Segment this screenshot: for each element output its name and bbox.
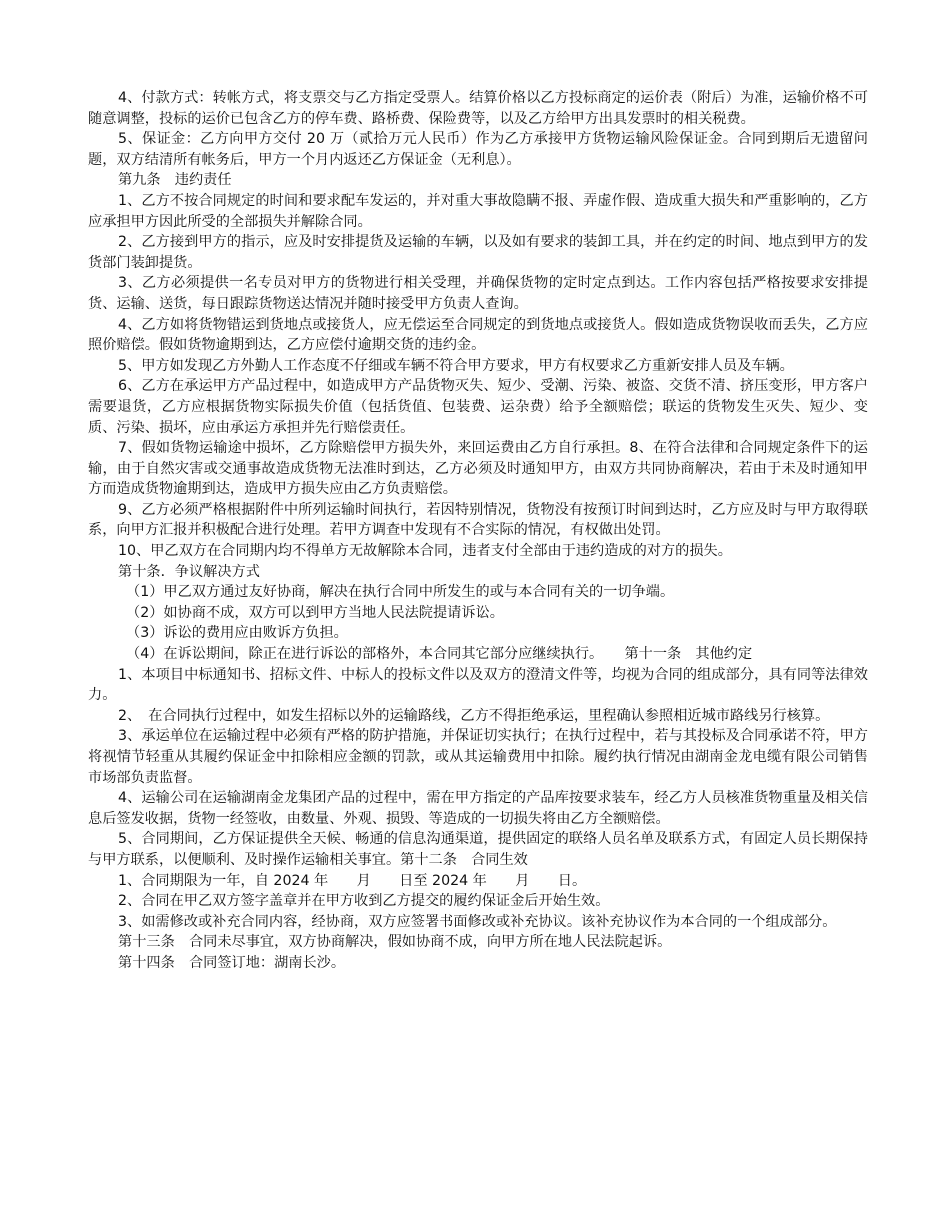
paragraph: 3、乙方必须提供一名专员对甲方的货物进行相关受理，并确保货物的定时定点到达。工作内容包括严格按要求安排提货、运输、送货，每日跟踪货物送达情况并随时接受甲方负责人查询。 [88,275,868,312]
paragraph: 1、本项目中标通知书、招标文件、中标人的投标文件以及双方的澄清文件等，均视为合同的组成部分，具有同等法律效力。 [88,666,868,704]
paragraph: 6、乙方在承运甲方产品过程中，如造成甲方产品货物灭失、短少、受潮、污染、被盗、交货不清、挤压变形，甲方客户需要退货，乙方应根据货物实际损失价值（包括货值、包装费、运杂费）给予全额赔偿；联运的货物发生灭失、短少、变质、污染、损坏，应由承运方承担并先行赔偿责任。 [88,378,868,436]
paragraph: 7、假如货物运输途中损坏，乙方除赔偿甲方损失外，来回运费由乙方自行承担。8、在符合法律和合同规定条件下的运输，由于自然灾害或交通事故造成货物无法准时到达，乙方必须及时通知甲方，由双方共同协商解决，若由于未及时通知甲方而造成货物逾期到达，造成甲方损失应由乙方负责赔偿。 [88,440,868,498]
paragraph: 2、乙方接到甲方的指示，应及时安排提货及运输的车辆，以及如有要求的装卸工具，并在约定的时间、地点到甲方的发货部门装卸提货。 [88,234,868,271]
paragraph: 3、承运单位在运输过程中必须有严格的防护措施，并保证切实执行；在执行过程中，若与其投标及合同承诺不符，甲方将视情节轻重从其履约保证金中扣除相应金额的罚款，或从其运输费用中扣除。履约执行情况由湖南金龙电缆有限公司销售市场部负责监督。 [88,728,868,786]
paragraph: （4）在诉讼期间，除正在进行诉讼的部格外，本合同其它部分应继续执行。 第十一条 其他约定 [126,646,753,663]
paragraph: 1、合同期限为一年，自 2024 年 月 日至 2024 年 月 日。 [118,872,587,889]
paragraph: 第十条．争议解决方式 [118,563,260,580]
paragraph: （1）甲乙双方通过友好协商，解决在执行合同中所发生的或与本合同有关的一切争端。 [126,584,675,601]
paragraph: 3、如需修改或补充合同内容，经协商，双方应签署书面修改或补充协议。该补充协议作为本合同的一个组成部分。 [118,913,837,930]
paragraph: 4、付款方式：转帐方式，将支票交与乙方指定受票人。结算价格以乙方投标商定的运价表（附后）为准，运输价格不可随意调整，投标的运价已包含乙方的停车费、路桥费、保险费等，以及乙方给甲方出具发票时的相关税费。 [88,90,868,127]
paragraph: 1、乙方不按合同规定的时间和要求配车发运的，并对重大事故隐瞒不报、弄虚作假、造成重大损失和严重影响的，乙方应承担甲方因此所受的全部损失并解除合同。 [88,192,868,230]
paragraph: 4、运输公司在运输湖南金龙集团产品的过程中，需在甲方指定的产品库按要求装车，经乙方人员核准货物重量及相关信息后签发收据，货物一经签收，由数量、外观、损毁、等造成的一切损失将由乙方全额赔偿。 [88,790,868,827]
paragraph: 9、乙方必须严格根据附件中所列运输时间执行，若因特别情况，货物没有按预订时间到达时，乙方应及时与甲方取得联系，向甲方汇报并积极配合进行处理。若甲方调查中发现有不合实际的情况，有权做出处罚。 [88,501,868,539]
paragraph: 10、甲乙双方在合同期内均不得单方无故解除本合同，违者支付全部由于违约造成的对方的损失。 [118,543,732,560]
paragraph: （3）诉讼的费用应由败诉方负担。 [126,625,348,642]
paragraph: 5、甲方如发现乙方外勤人工作态度不仔细或车辆不符合甲方要求，甲方有权要求乙方重新安排人员及车辆。 [118,357,794,374]
document-body [88,88,868,974]
paragraph: 2、合同在甲乙双方签字盖章并在甲方收到乙方提交的履约保证金后开始生效。 [118,893,610,910]
paragraph: 第九条 违约责任 [118,172,232,189]
document-page [88,88,868,974]
paragraph: 5、合同期间，乙方保证提供全天候、畅通的信息沟通渠道，提供固定的联络人员名单及联系方式，有固定人员长期保持与甲方联系，以便顺利、及时操作运输相关事宜。第十二条 合同生效 [88,831,868,868]
paragraph: 第十三条 合同未尽事宜，双方协商解决，假如协商不成，向甲方所在地人民法院起诉。 [118,934,672,951]
paragraph: 2、 在合同执行过程中，如发生招标以外的运输路线，乙方不得拒绝承运，里程确认参照相近城市路线另行核算。 [118,707,830,724]
paragraph: 4、乙方如将货物错运到货地点或接货人，应无偿运至合同规定的到货地点或接货人。假如造成货物误收而丢失，乙方应照价赔偿。假如货物逾期到达，乙方应偿付逾期交货的违约金。 [88,316,868,354]
paragraph: 5、保证金：乙方向甲方交付 20 万（贰拾万元人民币）作为乙方承接甲方货物运输风险保证金。合同到期后无遗留问题，双方结清所有帐务后，甲方一个月内返还乙方保证金（无利息）。 [88,131,868,168]
paragraph: 第十四条 合同签订地：湖南长沙。 [118,954,346,971]
paragraph: （2）如协商不成，双方可以到甲方当地人民法院提请诉讼。 [126,604,504,621]
